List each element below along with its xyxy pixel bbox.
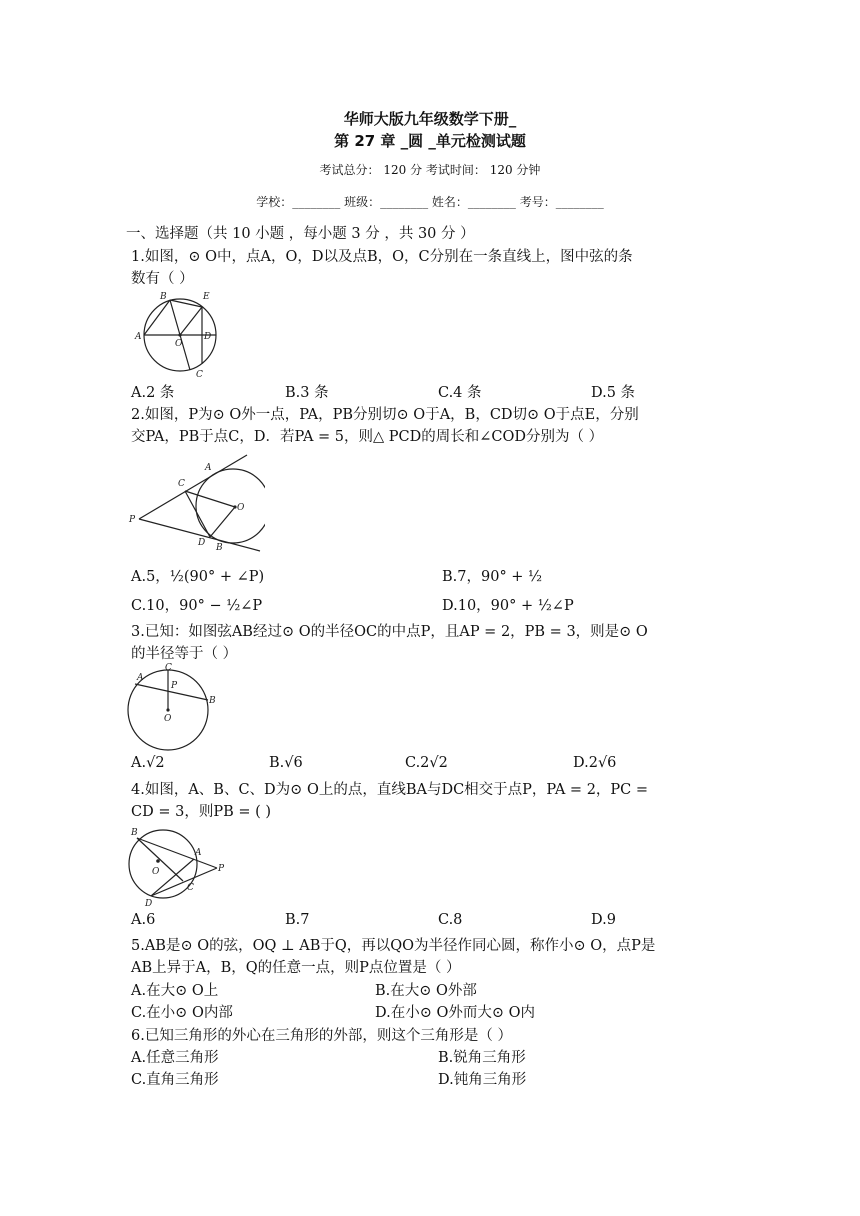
q1-option-b[interactable]: B.3 条 [285, 385, 329, 401]
q3-option-b[interactable]: B.√6 [269, 755, 303, 771]
q5-stem-line-2: AB上异于A，B，Q的任意一点，则P点位置是（ ） [131, 960, 461, 976]
exam-info: 考试总分： 120 分 考试时间： 120 分钟 [319, 163, 541, 177]
q2-label-p: P [129, 515, 136, 525]
q3-stem-line-2: 的半径等于（ ） [131, 646, 238, 662]
q2-label-c: C [178, 479, 185, 489]
q2-label-d: D [198, 538, 206, 548]
q2-label-b: B [216, 543, 223, 553]
q6-option-a[interactable]: A.任意三角形 [131, 1050, 219, 1066]
q4-option-d[interactable]: D.9 [591, 912, 616, 928]
q4-option-b[interactable]: B.7 [285, 912, 310, 928]
student-fields: 学校：________ 班级：________ 姓名：________ 考号：________ [256, 195, 604, 209]
q2-figure [125, 448, 265, 556]
q5-option-a[interactable]: A.在大⊙ O上 [131, 983, 219, 999]
q3-option-d[interactable]: D.2√6 [573, 755, 617, 771]
q4-label-d: D [145, 899, 153, 906]
q2-stem-line-2: 交PA，PB于点C，D．若PA = 5，则△ PCD的周长和∠COD分别为（ ） [131, 429, 604, 445]
q3-label-a: A [137, 673, 144, 683]
q5-stem-line-1: 5.AB是⊙ O的弦，OQ ⊥ AB于Q，再以QO为半径作同心圆，称作小⊙ O，点P是 [131, 938, 656, 954]
q4-label-o: O [152, 867, 160, 877]
q4-label-p: P [218, 864, 225, 874]
q3-label-o: O [164, 714, 172, 724]
q3-figure [125, 662, 225, 754]
q5-option-d[interactable]: D.在小⊙ O外而大⊙ O内 [375, 1005, 536, 1021]
q6-option-c[interactable]: C.直角三角形 [131, 1072, 219, 1088]
q1-figure [130, 288, 225, 380]
title-line-1: 华师大版九年级数学下册_ [343, 110, 517, 128]
q2-stem-line-1: 2.如图，P为⊙ O外一点，PA，PB分别切⊙ O于A，B，CD切⊙ O于点E，分别 [131, 407, 639, 423]
q3-stem-line-1: 3.已知：如图弦AB经过⊙ O的半径OC的中点P，且AP = 2，PB = 3，则是⊙ O [131, 624, 648, 640]
title-line-2: 第 27 章 _圆 _单元检测试题 [334, 132, 526, 150]
q4-stem-line-2: CD = 3，则PB = ( ) [131, 804, 272, 820]
q1-label-b: B [160, 292, 167, 302]
q2-option-d[interactable]: D.10，90° + ½∠P [442, 598, 574, 614]
q2-label-a: A [205, 463, 212, 473]
q2-option-a[interactable]: A.5，½(90° + ∠P) [131, 569, 265, 585]
q5-option-b[interactable]: B.在大⊙ O外部 [375, 983, 477, 999]
q1-label-c: C [196, 370, 203, 380]
q4-label-a: A [195, 848, 202, 858]
q3-option-c[interactable]: C.2√2 [405, 755, 448, 771]
q5-option-c[interactable]: C.在小⊙ O内部 [131, 1005, 233, 1021]
q4-stem-line-1: 4.如图，A、B、C、D为⊙ O上的点，直线BA与DC相交于点P，PA = 2，PC = [131, 782, 649, 798]
q3-label-b: B [209, 696, 216, 706]
q4-option-a[interactable]: A.6 [131, 912, 156, 928]
q1-stem-line-1: 1.如图，⊙ O中，点A，O，D以及点B，O，C分别在一条直线上，图中弦的条 [131, 249, 633, 265]
q4-option-c[interactable]: C.8 [438, 912, 463, 928]
section-heading: 一、选择题（共 10 小题 ，每小题 3 分 ，共 30 分 ） [126, 226, 475, 242]
q1-option-c[interactable]: C.4 条 [438, 385, 482, 401]
q3-label-c: C [165, 663, 172, 673]
q2-label-o: O [237, 503, 245, 513]
q2-option-c[interactable]: C.10，90° − ½∠P [131, 598, 263, 614]
q6-option-b[interactable]: B.锐角三角形 [438, 1050, 526, 1066]
q6-option-d[interactable]: D.钝角三角形 [438, 1072, 527, 1088]
q3-option-a[interactable]: A.√2 [131, 755, 165, 771]
q1-stem-line-2: 数有（ ） [131, 271, 194, 287]
q4-figure [125, 824, 230, 906]
q4-label-c: C [187, 883, 194, 893]
q3-label-p: P [171, 681, 178, 691]
q4-label-b: B [131, 828, 138, 838]
q1-option-d[interactable]: D.5 条 [591, 385, 636, 401]
q1-option-a[interactable]: A.2 条 [131, 385, 175, 401]
q1-label-e: E [203, 292, 210, 302]
q1-label-o: O [175, 339, 183, 349]
q6-stem-line-1: 6.已知三角形的外心在三角形的外部，则这个三角形是（ ） [131, 1028, 512, 1044]
q2-option-b[interactable]: B.7，90° + ½ [442, 569, 543, 585]
q1-label-a: A [135, 332, 142, 342]
q1-label-d: D [204, 332, 212, 342]
